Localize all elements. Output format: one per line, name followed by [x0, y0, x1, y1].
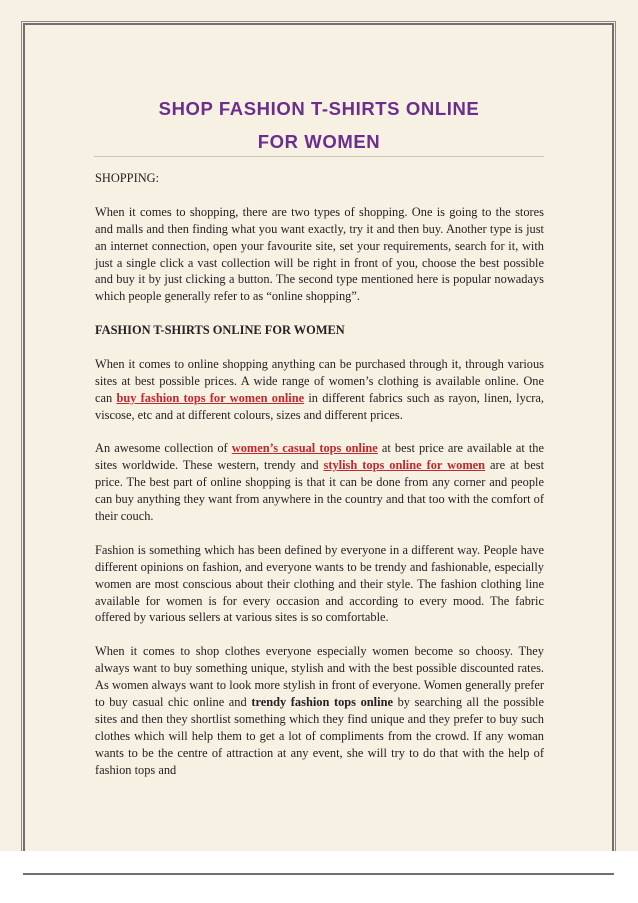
paragraph-5 [95, 643, 544, 778]
page-border-bottom [23, 873, 614, 875]
paragraph-2-text-a: When it comes to online shopping anything can be purchased through it, through various sites at best possible prices. A wide range of women’s clothing is available online. One can [95, 356, 544, 405]
section-heading-fashion-text: FASHION T-SHIRTS ONLINE FOR WOMEN [95, 323, 345, 338]
link-buy-fashion-tops[interactable]: buy fashion tops for women online [116, 390, 305, 405]
paragraph-2-text-b: in different fabrics such as rayon, linen, lycra, viscose, etc and at different colours, sizes and different prices. [95, 390, 544, 422]
title-line-1: SHOP FASHION T-SHIRTS ONLINE [158, 98, 480, 119]
paragraph-5-bold: trendy fashion tops online [251, 695, 393, 709]
section-heading-fashion [95, 322, 544, 339]
paragraph-4: Fashion is something which has been defined by everyone in a different way. People have different opinions on fashion, and everyone wants to be trendy and fashionable, especially women are most conscious about their clothing and their style. The fashion clothing line available for women is for every occasion and according to every mood. The fabric offered by various sellers at various sites is so comfortable. [95, 542, 544, 625]
document-body [95, 170, 544, 795]
paragraph-3 [95, 440, 544, 525]
paragraph-3-text-c: are at best price. The best part of online shopping is that it can be done from any corner and people can buy anything they want from anywhere in the country and that too with the comfort of their couch. [95, 458, 545, 524]
paragraph-3-text-a: An awesome collection of [95, 441, 232, 456]
section-heading-shopping: SHOPPING: [95, 171, 160, 185]
paragraph-5-text-b: by searching all the possible sites and then they shortlist something which they find unique and they prefer to buy such clothes which will help them to get a lot of compliments from the crowd. If any woman wants to be the centre of attraction at any event, she will try to do that with the help of fashion tops and [95, 695, 544, 777]
paragraph-3-text-b: at best price are available at the sites worldwide. These western, trendy and [95, 441, 544, 473]
title-line-2: FOR WOMEN [257, 131, 381, 152]
paragraph-1: When it comes to shopping, there are two types of shopping. One is going to the stores and malls and then finding what you want exactly, try it and then buy. Another type is just an internet connection, open your favourite site, set your requirements, search for it, with just a single click a vast collection will be right in front of you, choose the best possible and buy it by just clicking a button. The second type mentioned here is popular nowadays which people generally refer to as “online shopping”. [95, 204, 544, 304]
paragraph-2 [95, 356, 544, 424]
link-stylish-tops[interactable]: stylish tops online for women [323, 458, 486, 473]
page-bottom-margin [0, 851, 638, 903]
title-divider [94, 156, 544, 157]
paragraph-5-text-a: When it comes to shop clothes everyone especially women become so choosy. They always want to buy something unique, stylish and with the best possible discounted rates. As women always want to look more stylish in front of everyone. Women generally prefer to buy casual chic online and [95, 644, 544, 709]
document-title [96, 92, 542, 158]
link-womens-casual-tops[interactable]: women’s casual tops online [231, 441, 378, 456]
